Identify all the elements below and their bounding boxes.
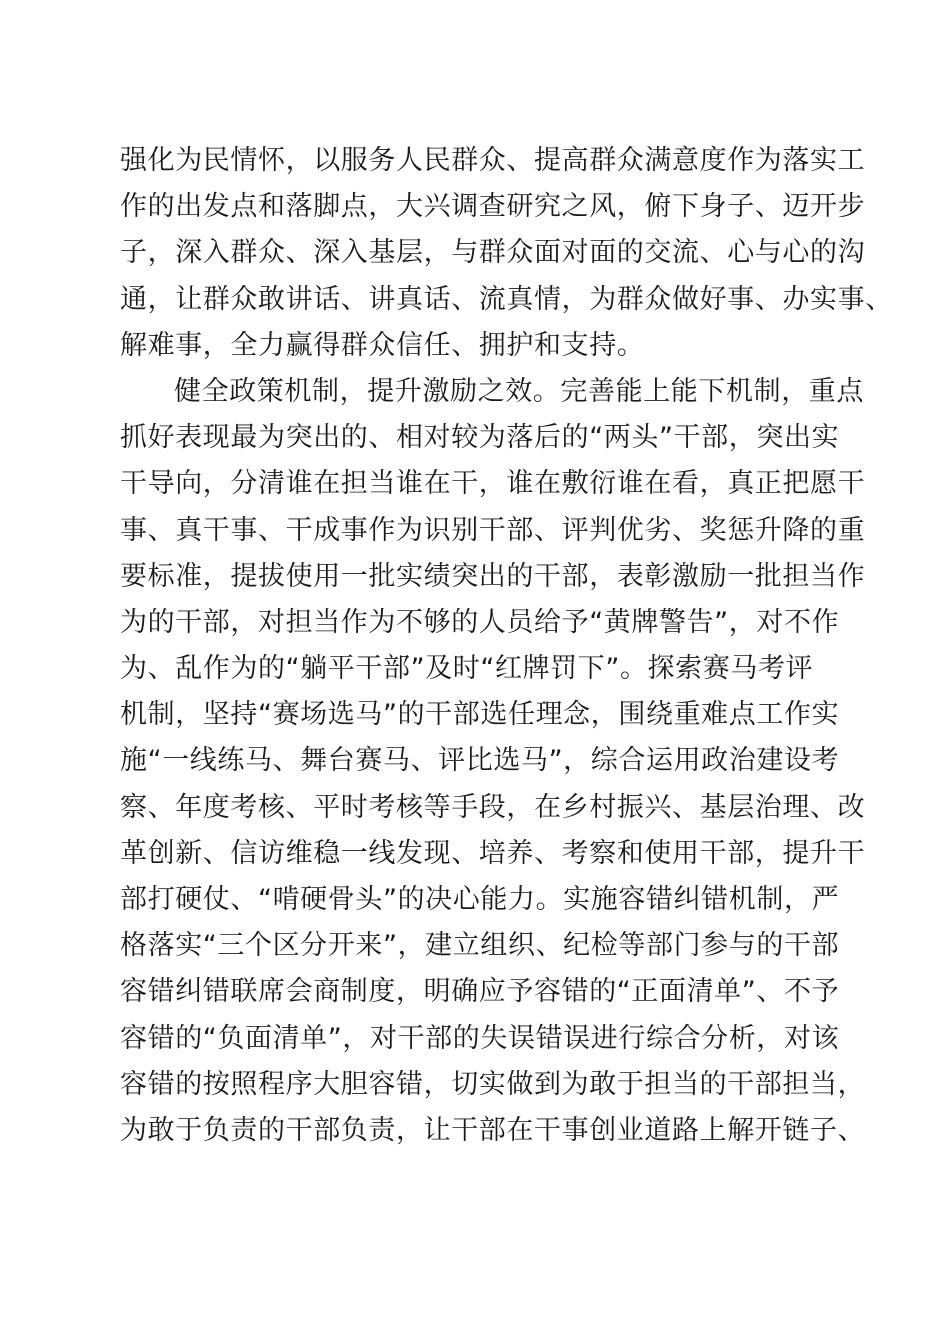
text-line: 容错的按照程序大胆容错，切实做到为敢于担当的干部担当，: [120, 1068, 866, 1100]
text-line: 强化为民情怀，以服务人民群众、提高群众满意度作为落实工: [120, 145, 866, 176]
text-line: 察、年度考核、平时考核等手段，在乡村振兴、基层治理、改: [120, 791, 866, 823]
text-line: 作的出发点和落脚点，大兴调查研究之风，俯下身子、迈开步: [120, 191, 866, 223]
paragraph-2: [120, 369, 866, 1154]
text-line: 健全政策机制，提升激励之效。完善能上能下机制，重点: [174, 375, 864, 407]
text-line: 容错的“负面清单”，对干部的失误错误进行综合分析，对该: [120, 1022, 840, 1054]
text-line: 要标准，提拔使用一批实绩突出的干部，表彰激励一批担当作: [120, 560, 866, 592]
text-line: 解难事，全力赢得群众信任、拥护和支持。: [120, 329, 645, 361]
text-line: 格落实“三个区分开来”，建立组织、纪检等部门参与的干部: [120, 930, 840, 962]
text-line: 子，深入群众、深入基层，与群众面对面的交流、心与心的沟: [120, 237, 866, 269]
text-line: 机制，坚持“赛场选马”的干部选任理念，围绕重难点工作实: [120, 699, 840, 731]
text-line: 为、乱作为的“躺平干部”及时“红牌罚下”。探索赛马考评: [120, 653, 814, 685]
paragraph-1: [120, 138, 893, 369]
text-line: 事、真干事、干成事作为识别干部、评判优劣、奖惩升降的重: [120, 514, 866, 546]
text-line: 施“一线练马、舞台赛马、评比选马”，综合运用政治建设考: [120, 745, 840, 777]
text-line: 为敢于负责的干部负责，让干部在干事创业道路上解开链子、: [120, 1114, 866, 1146]
text-line: 通，让群众敢讲话、讲真话、流真情，为群众做好事、办实事、: [120, 283, 893, 315]
body-text: [120, 138, 893, 1154]
text-line: 容错纠错联席会商制度，明确应予容错的“正面清单”、不予: [120, 976, 840, 1008]
text-line: 革创新、信访维稳一线发现、培养、考察和使用干部，提升干: [120, 837, 866, 869]
text-line: 部打硬仗、“啃硬骨头”的决心能力。实施容错纠错机制，严: [120, 884, 840, 915]
text-line: 抓好表现最为突出的、相对较为落后的“两头”干部，突出实: [120, 422, 840, 454]
text-line: 为的干部，对担当作为不够的人员给予“黄牌警告”，对不作: [120, 606, 840, 638]
text-line: 干导向，分清谁在担当谁在干，谁在敷衍谁在看，真正把愿干: [120, 468, 866, 500]
